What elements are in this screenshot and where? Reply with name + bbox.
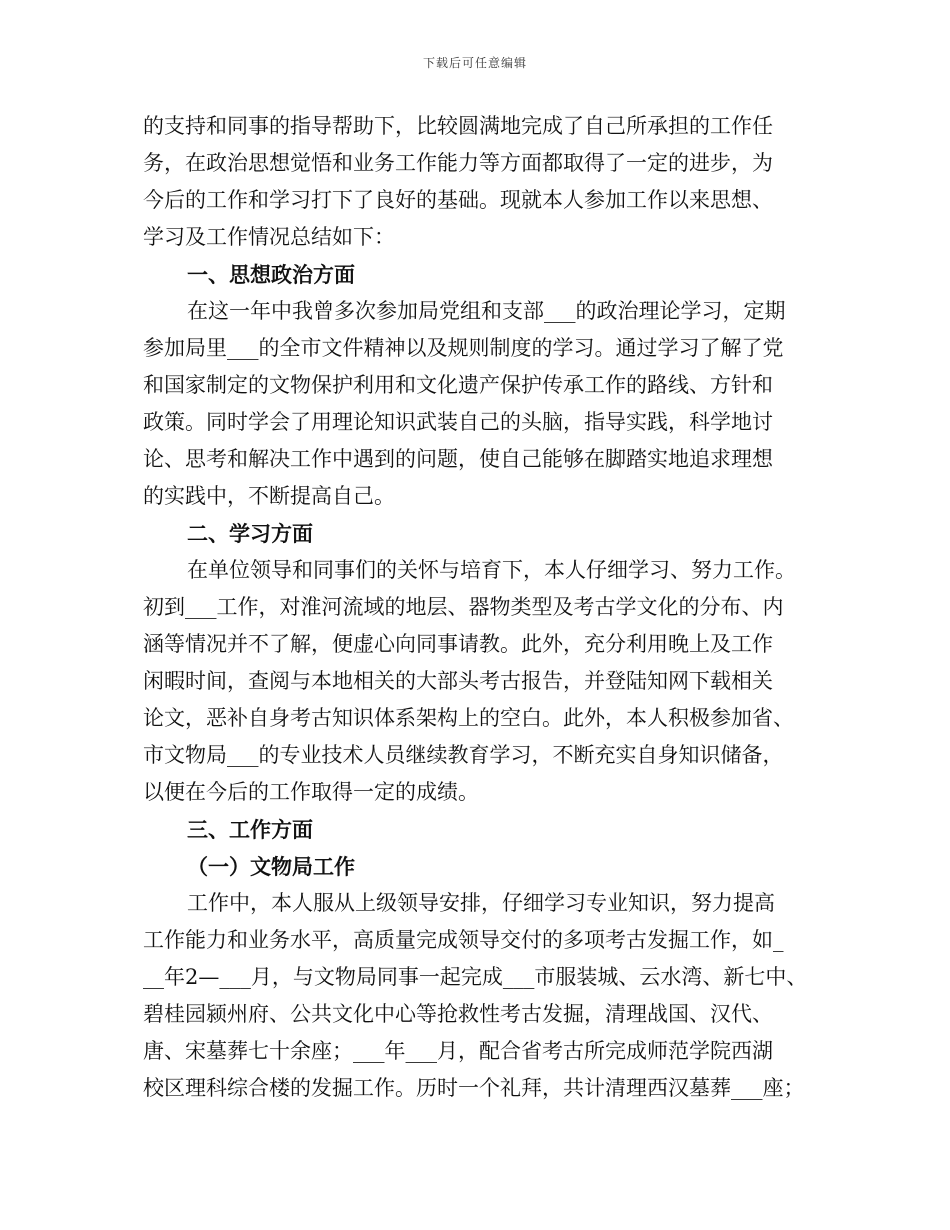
paragraph-line: 闲暇时间，查阅与本地相关的大部头考古报告，并登陆知网下载相关 bbox=[143, 669, 773, 693]
paragraph-line: 在单位领导和同事们的关怀与培育下，本人仔细学习、努力工作。 bbox=[187, 558, 796, 582]
paragraph-line: 校区理科综合楼的发掘工作。历时一个礼拜，共计清理西汉墓葬___座； bbox=[143, 1076, 805, 1100]
paragraph-line: 涵等情况并不了解，便虚心向同事请教。此外，充分利用晚上及工作 bbox=[143, 632, 773, 656]
paragraph-line: 工作能力和业务水平，高质量完成领导交付的多项考古发掘工作，如_ bbox=[143, 928, 784, 952]
paragraph-line: 和国家制定的文物保护利用和文化遗产保护传承工作的路线、方针和 bbox=[143, 373, 773, 397]
paragraph-line: 初到___工作，对淮河流域的地层、器物类型及考古学文化的分布、内 bbox=[143, 595, 784, 619]
paragraph-line: __年2—___月，与文物局同事一起完成___市服装城、云水湾、新七中、 bbox=[143, 965, 808, 989]
section-heading: 一、思想政治方面 bbox=[187, 262, 355, 287]
paragraph-line: 市文物局___的专业技术人员继续教育学习，不断充实自身知识储备， bbox=[143, 743, 784, 767]
paragraph-line: 唐、宋墓葬七十余座；___年___月，配合省考古所完成师范学院西湖 bbox=[143, 1039, 773, 1063]
paragraph-line: 今后的工作和学习打下了良好的基础。现就本人参加工作以来思想、 bbox=[143, 188, 773, 212]
section-heading: 三、工作方面 bbox=[187, 817, 313, 842]
document-body bbox=[143, 108, 825, 1107]
paragraph-line: 务，在政治思想觉悟和业务工作能力等方面都取得了一定的进步，为 bbox=[143, 151, 773, 175]
paragraph-line: 政策。同时学会了用理论知识武装自己的头脑，指导实践，科学地讨 bbox=[143, 410, 773, 434]
page-header: 下载后可任意编辑 bbox=[422, 56, 527, 70]
paragraph-line: 的实践中，不断提高自己。 bbox=[143, 484, 395, 508]
paragraph-line: 碧桂园颍州府、公共文化中心等抢救性考古发掘，清理战国、汉代、 bbox=[143, 1002, 773, 1026]
section-heading: 二、学习方面 bbox=[187, 521, 313, 546]
paragraph-line: 的支持和同事的指导帮助下，比较圆满地完成了自己所承担的工作任 bbox=[143, 114, 773, 138]
paragraph-line: 在这一年中我曾多次参加局党组和支部___的政治理论学习，定期 bbox=[187, 299, 786, 323]
section-heading: （一）文物局工作 bbox=[187, 854, 355, 879]
paragraph-line: 论文，恶补自身考古知识体系架构上的空白。此外，本人积极参加省、 bbox=[143, 706, 794, 730]
paragraph-line: 以便在今后的工作取得一定的成绩。 bbox=[143, 780, 479, 804]
paragraph-line: 工作中，本人服从上级领导安排，仔细学习专业知识，努力提高 bbox=[187, 891, 775, 915]
paragraph-line: 学习及工作情况总结如下： bbox=[143, 225, 395, 249]
paragraph-line: 论、思考和解决工作中遇到的问题，使自己能够在脚踏实地追求理想 bbox=[143, 447, 773, 471]
paragraph-line: 参加局里___的全市文件精神以及规则制度的学习。通过学习了解了党 bbox=[143, 336, 784, 360]
